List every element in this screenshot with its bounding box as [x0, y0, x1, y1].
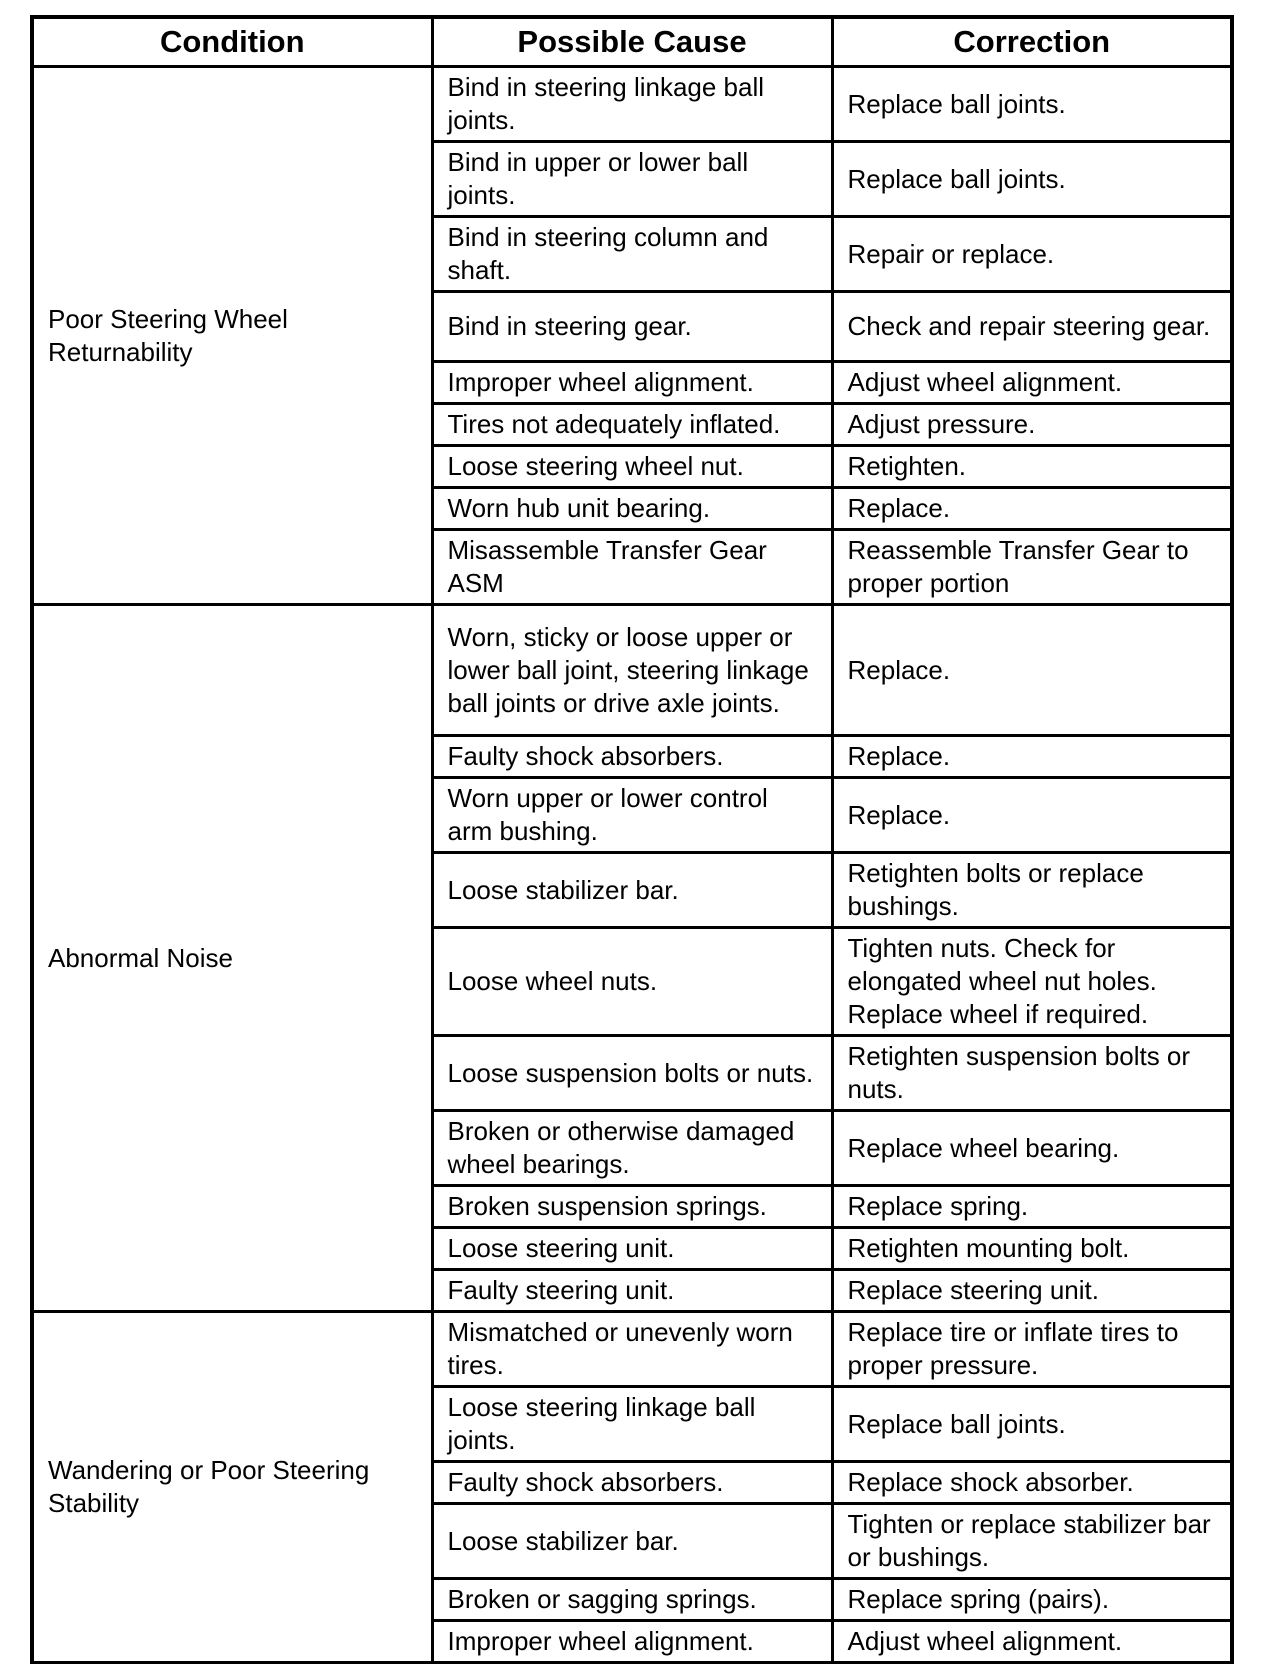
cause-cell: Loose steering wheel nut. [432, 446, 832, 488]
cause-cell: Loose stabilizer bar. [432, 853, 832, 928]
correction-cell: Repair or replace. [832, 217, 1232, 292]
correction-cell: Replace. [832, 605, 1232, 736]
correction-cell: Retighten. [832, 446, 1232, 488]
table-row [32, 1312, 1232, 1387]
correction-cell: Retighten suspension bolts or nuts. [832, 1036, 1232, 1111]
table-row [32, 67, 1232, 142]
troubleshooting-page [30, 15, 1230, 1664]
correction-cell: Replace spring (pairs). [832, 1579, 1232, 1621]
cause-cell: Misassemble Transfer Gear ASM [432, 530, 832, 605]
cause-cell: Faulty shock absorbers. [432, 736, 832, 778]
condition-cell: Abnormal Noise [32, 605, 432, 1312]
correction-cell: Replace. [832, 488, 1232, 530]
cause-cell: Worn hub unit bearing. [432, 488, 832, 530]
cause-cell: Loose wheel nuts. [432, 928, 832, 1036]
correction-cell: Replace ball joints. [832, 67, 1232, 142]
correction-cell: Check and repair steering gear. [832, 292, 1232, 362]
table-body [32, 67, 1232, 1663]
cause-cell: Bind in upper or lower ball joints. [432, 142, 832, 217]
troubleshooting-table [30, 15, 1234, 1664]
correction-cell: Replace spring. [832, 1186, 1232, 1228]
cause-cell: Loose stabilizer bar. [432, 1504, 832, 1579]
correction-cell: Reassemble Transfer Gear to proper portion [832, 530, 1232, 605]
correction-cell: Adjust wheel alignment. [832, 362, 1232, 404]
cause-cell: Bind in steering gear. [432, 292, 832, 362]
table-row [32, 605, 1232, 736]
correction-cell: Replace ball joints. [832, 1387, 1232, 1462]
cause-cell: Broken or otherwise damaged wheel bearings. [432, 1111, 832, 1186]
correction-cell: Replace tire or inflate tires to proper pressure. [832, 1312, 1232, 1387]
correction-cell: Replace ball joints. [832, 142, 1232, 217]
correction-cell: Retighten mounting bolt. [832, 1228, 1232, 1270]
condition-cell: Poor Steering Wheel Returnability [32, 67, 432, 605]
cause-cell: Broken or sagging springs. [432, 1579, 832, 1621]
correction-cell: Tighten or replace stabilizer bar or bushings. [832, 1504, 1232, 1579]
cause-cell: Improper wheel alignment. [432, 362, 832, 404]
cause-cell: Broken suspension springs. [432, 1186, 832, 1228]
cause-cell: Loose steering unit. [432, 1228, 832, 1270]
cause-cell: Worn, sticky or loose upper or lower ball joint, steering linkage ball joints or drive axle joints. [432, 605, 832, 736]
cause-cell: Bind in steering column and shaft. [432, 217, 832, 292]
correction-cell: Tighten nuts. Check for elongated wheel nut holes. Replace wheel if required. [832, 928, 1232, 1036]
correction-cell: Replace shock absorber. [832, 1462, 1232, 1504]
cause-cell: Loose steering linkage ball joints. [432, 1387, 832, 1462]
correction-cell: Adjust wheel alignment. [832, 1621, 1232, 1663]
correction-cell: Retighten bolts or replace bushings. [832, 853, 1232, 928]
header-condition: Condition [32, 17, 432, 67]
correction-cell: Adjust pressure. [832, 404, 1232, 446]
correction-cell: Replace. [832, 736, 1232, 778]
header-correction: Correction [832, 17, 1232, 67]
cause-cell: Worn upper or lower control arm bushing. [432, 778, 832, 853]
cause-cell: Faulty steering unit. [432, 1270, 832, 1312]
cause-cell: Loose suspension bolts or nuts. [432, 1036, 832, 1111]
cause-cell: Faulty shock absorbers. [432, 1462, 832, 1504]
cause-cell: Tires not adequately inflated. [432, 404, 832, 446]
cause-cell: Mismatched or unevenly worn tires. [432, 1312, 832, 1387]
table-header-row [32, 17, 1232, 67]
correction-cell: Replace wheel bearing. [832, 1111, 1232, 1186]
cause-cell: Bind in steering linkage ball joints. [432, 67, 832, 142]
cause-cell: Improper wheel alignment. [432, 1621, 832, 1663]
correction-cell: Replace steering unit. [832, 1270, 1232, 1312]
condition-cell: Wandering or Poor Steering Stability [32, 1312, 432, 1663]
correction-cell: Replace. [832, 778, 1232, 853]
header-possible-cause: Possible Cause [432, 17, 832, 67]
